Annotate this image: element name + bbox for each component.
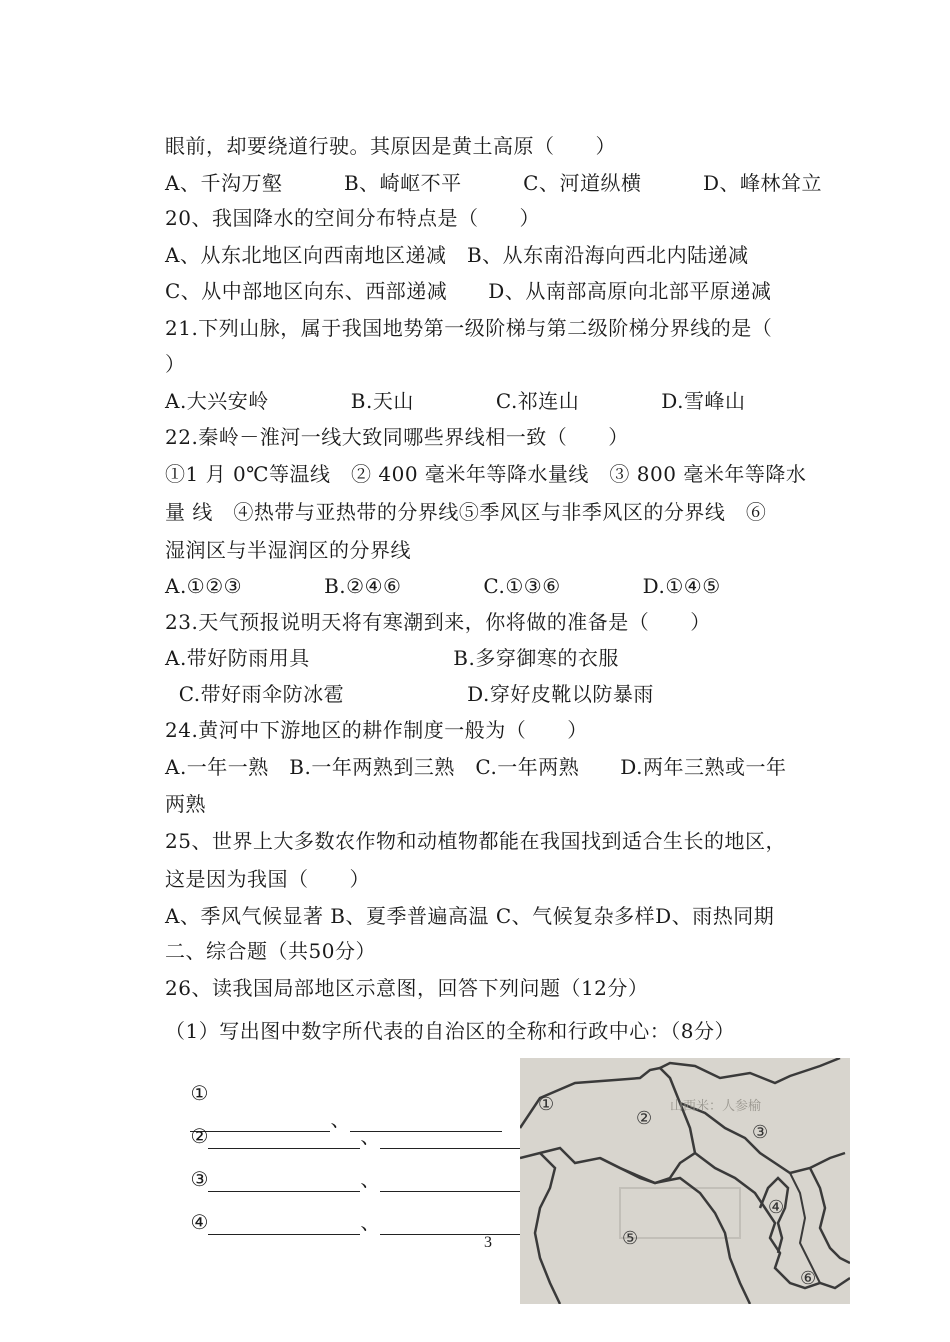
map-label-1: ① [538,1094,555,1115]
question-24-options: A.一年一熟 B.一年两熟到三熟 C.一年两熟 D.两年三熟或一年 [165,755,787,779]
question-24-continuation: 两熟 [165,792,206,816]
blank-mark: ① [190,1081,209,1105]
question-26-part-1: （1）写出图中数字所代表的自治区的全称和行政中心：（8分） [165,1019,735,1043]
question-21-options: A.大兴安岭 B.天山 C.祁连山 D.雪峰山 [165,389,746,413]
map-faded-text: 山西米：人参榆 [670,1099,762,1114]
question-21: 21.下列山脉，属于我国地势第一级阶梯与第二级阶梯分界线的是（ [165,316,773,340]
question-22-items-1: ①1 月 0℃等温线 ② 400 毫米年等降水量线 ③ 800 毫米年等降水 [165,462,807,486]
blank-mark: ④ [190,1210,209,1234]
answer-line-admin-center[interactable] [380,1214,532,1235]
question-25: 25、世界上大多数农作物和动植物都能在我国找到适合生长的地区， [165,829,786,853]
map-label-3: ③ [752,1122,769,1143]
blank-mark: ③ [190,1167,209,1191]
question-23: 23.天气预报说明天将有寒潮到来，你将做的准备是（ ） [165,610,711,634]
question-19-options: A、千沟万壑 B、崎岖不平 C、河道纵横 D、峰林耸立 [165,171,822,195]
question-25-continuation: 这是因为我国（ ） [165,867,370,891]
blank-separator: 、 [360,1124,381,1148]
question-25-options: A、季风气候显著 B、夏季普遍高温 C、气候复杂多样D、雨热同期 [165,904,775,928]
question-23-options-cd: C.带好雨伞防冰雹 D.穿好皮靴以防暴雨 [165,682,654,706]
question-20: 20、我国降水的空间分布特点是（ ） [165,206,540,230]
map-outline [520,1058,850,1304]
question-19-continuation: 眼前，却要绕道行驶。其原因是黄土高原（ ） [165,134,616,158]
map-label-5: ⑤ [622,1228,639,1249]
blank-separator: 、 [360,1167,381,1191]
answer-line-autonomous-region[interactable] [208,1214,360,1235]
question-22-items-3: 湿润区与半湿润区的分界线 [165,538,411,562]
regional-map-image [520,1058,850,1304]
map-label-2: ② [636,1108,653,1129]
blank-separator: 、 [360,1210,381,1234]
map-label-6: ⑥ [800,1268,817,1289]
section-two-heading: 二、综合题（共50分） [165,939,376,963]
page-number: 3 [484,1234,492,1251]
answer-blank-row-4 [165,1183,532,1261]
question-24: 24.黄河中下游地区的耕作制度一般为（ ） [165,718,588,742]
blank-mark: ② [190,1124,209,1148]
question-20-options-ab: A、从东北地区向西南地区递减 B、从东南沿海向西北内陆递减 [165,243,749,267]
question-22: 22.秦岭－淮河一线大致同哪些界线相一致（ ） [165,425,629,449]
question-20-options-cd: C、从中部地区向东、西部递减 D、从南部高原向北部平原递减 [165,279,772,303]
question-21-continuation: ） [165,352,186,376]
blank-separator: 、 [330,1107,351,1131]
question-23-options-ab: A.带好防雨用具 B.多穿御寒的衣服 [165,646,619,670]
question-22-items-2: 量 线 ④热带与亚热带的分界线⑤季风区与非季风区的分界线 ⑥ [165,500,767,524]
map-label-4: ④ [768,1197,785,1218]
question-22-options: A.①②③ B.②④⑥ C.①③⑥ D.①④⑤ [165,574,721,598]
question-26: 26、读我国局部地区示意图，回答下列问题（12分） [165,976,649,1000]
